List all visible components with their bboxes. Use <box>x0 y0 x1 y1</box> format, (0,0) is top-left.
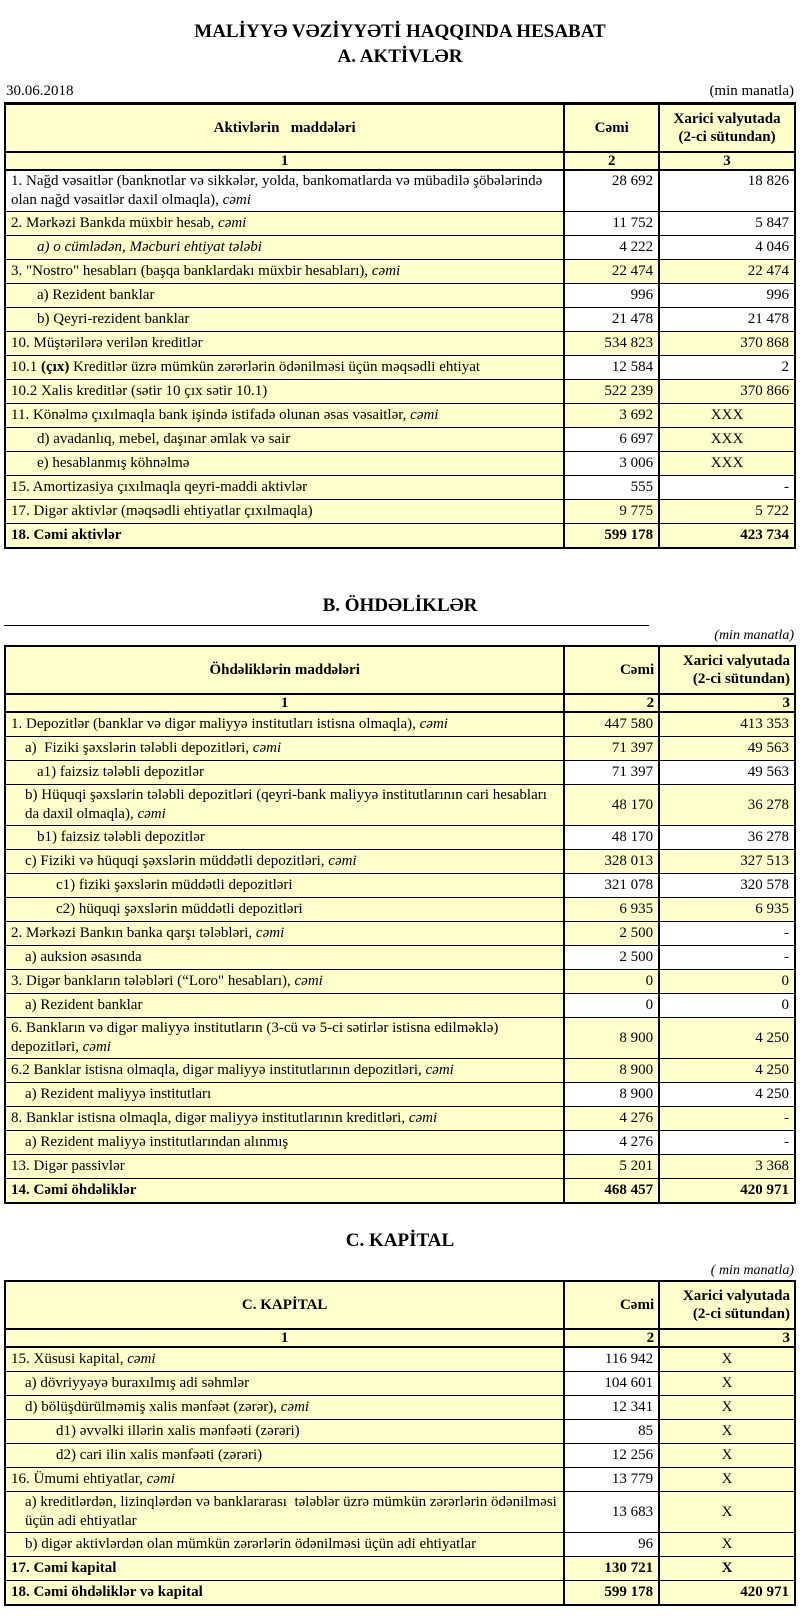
capital-total-header: Cəmi <box>564 1281 659 1329</box>
row-label-text: (çıx) <box>41 359 70 376</box>
row-currency-value: 5 847 <box>659 212 795 236</box>
liabilities-currency-header: Xarici valyutada (2-ci sütundan) <box>659 646 795 694</box>
row-currency-value: 22 474 <box>659 260 795 284</box>
row-label <box>5 170 564 212</box>
row-currency-value: X <box>659 1396 795 1420</box>
col-number-2: 2 <box>564 1329 659 1347</box>
table-row <box>5 850 795 874</box>
row-label <box>5 1155 564 1179</box>
table-row <box>5 260 795 284</box>
row-currency-value: X <box>659 1444 795 1468</box>
row-total-value: 4 276 <box>564 1107 659 1131</box>
assets-items-header: Aktivlərin maddələri <box>5 104 564 152</box>
row-label <box>5 1396 564 1420</box>
row-total-value: 522 239 <box>564 380 659 404</box>
row-total-value: 5 201 <box>564 1155 659 1179</box>
row-label <box>5 1059 564 1083</box>
table-row <box>5 761 795 785</box>
row-label-text: 17. Cəmi kapital <box>11 1560 117 1577</box>
row-label-text: 17. Digər aktivlər (məqsədli ehtiyatlar çıxılmaqla) <box>11 503 313 520</box>
assets-colnum-row <box>5 152 795 170</box>
row-label-text: cəmi <box>218 215 247 232</box>
capital-table <box>4 1280 796 1606</box>
row-label <box>5 308 564 332</box>
row-currency-value: XXX <box>659 428 795 452</box>
row-currency-value: 21 478 <box>659 308 795 332</box>
row-total-value: 3 692 <box>564 404 659 428</box>
table-row <box>5 524 795 549</box>
row-label <box>5 404 564 428</box>
row-currency-value: 320 578 <box>659 874 795 898</box>
table-row <box>5 1492 795 1533</box>
row-label-text: 10.2 Xalis kreditlər (sətir 10 çıx sətir 10.1) <box>11 383 268 400</box>
col-number-1: 1 <box>5 1329 564 1347</box>
liabilities-unit-label: (min manatla) <box>714 628 794 644</box>
row-label-text: cəmi <box>252 740 282 757</box>
row-total-value: 447 580 <box>564 712 659 737</box>
row-label-text: b) digər aktivlərdən olan mümkün zərərlərin ödənilməsi üçün adi ehtiyatlar <box>25 1536 477 1553</box>
capital-unit-row <box>4 1260 796 1280</box>
row-currency-value: 4 046 <box>659 236 795 260</box>
table-row <box>5 404 795 428</box>
table-row <box>5 994 795 1018</box>
row-total-value: 468 457 <box>564 1179 659 1204</box>
row-label <box>5 1492 564 1533</box>
row-label-text: 13. Digər passivlər <box>11 1158 125 1175</box>
row-label <box>5 500 564 524</box>
row-label-text: cəmi <box>371 263 401 280</box>
row-label <box>5 761 564 785</box>
row-label <box>5 1557 564 1581</box>
row-label-text: 10. Müştərilərə verilən kreditlər <box>11 335 203 352</box>
liabilities-unit-row <box>4 625 796 645</box>
row-currency-value: 49 563 <box>659 737 795 761</box>
row-label-text: cəmi <box>408 1110 438 1127</box>
table-row <box>5 284 795 308</box>
row-total-value: 0 <box>564 970 659 994</box>
row-label-text: 3. "Nostro" hesabları (başqa banklardakı müxbir hesabları), <box>11 263 372 280</box>
row-label-text: 8. Banklar istisna olmaqla, digər maliyyə institutlarının kreditləri, <box>11 1110 409 1127</box>
row-total-value: 0 <box>564 994 659 1018</box>
row-total-value: 328 013 <box>564 850 659 874</box>
row-currency-value: XXX <box>659 452 795 476</box>
table-row <box>5 946 795 970</box>
row-total-value: 534 823 <box>564 332 659 356</box>
row-label-text: Kreditlər üzrə mümkün zərərlərin ödənilməsi üçün məqsədli ehtiyat <box>69 359 481 376</box>
table-row <box>5 1533 795 1557</box>
row-currency-value: X <box>659 1492 795 1533</box>
row-label-text: a) Fiziki şəxslərin tələbli depozitləri, <box>25 740 253 757</box>
row-label-text: c2) hüquqi şəxslərin müddətli depozitləri <box>56 901 303 918</box>
row-currency-value: 370 866 <box>659 380 795 404</box>
row-label-text: cəmi <box>146 1471 175 1488</box>
row-currency-value: - <box>659 1131 795 1155</box>
row-total-value: 116 942 <box>564 1347 659 1372</box>
table-row <box>5 452 795 476</box>
row-label-text: b) Qeyri-rezident banklar <box>37 311 190 328</box>
table-row <box>5 1179 795 1204</box>
assets-total-header: Cəmi <box>564 104 659 152</box>
row-currency-value: 413 353 <box>659 712 795 737</box>
row-total-value: 8 900 <box>564 1083 659 1107</box>
row-label-text: cəmi <box>222 192 251 209</box>
row-total-value: 6 935 <box>564 898 659 922</box>
row-label <box>5 236 564 260</box>
page-title-line2: A. AKTİVLƏR <box>337 45 463 67</box>
col-number-3: 3 <box>659 152 795 170</box>
row-label-text: a) kreditlərdən, lizinqlərdən və banklararası tələblər üzrə mümkün zərərlərin ödənilməsi üçün adi ehtiyatlar <box>25 1494 557 1530</box>
row-currency-value: 4 250 <box>659 1059 795 1083</box>
table-row <box>5 1444 795 1468</box>
row-label <box>5 712 564 737</box>
row-label-text: 2. Mərkəzi Bankın banka qarşı tələbləri, <box>11 925 256 942</box>
row-label-text: 1. Depozitlər (banklar və digər maliyyə institutları istisna olmaqla), <box>11 716 420 733</box>
assets-table-body <box>5 170 795 548</box>
row-total-value: 12 256 <box>564 1444 659 1468</box>
row-total-value: 71 397 <box>564 761 659 785</box>
row-label-text: c1) fiziki şəxslərin müddətli depozitləri <box>56 877 293 894</box>
capital-section-title: C. KAPİTAL <box>345 1230 455 1252</box>
table-row <box>5 308 795 332</box>
liabilities-table-body <box>5 712 795 1203</box>
liabilities-total-header: Cəmi <box>564 646 659 694</box>
row-currency-value: 327 513 <box>659 850 795 874</box>
row-currency-value: X <box>659 1347 795 1372</box>
row-currency-value: X <box>659 1533 795 1557</box>
row-label-text: 15. Xüsusi kapital, <box>11 1351 128 1368</box>
row-label-text: a) dövriyyəyə buraxılmış adi səhmlər <box>25 1375 250 1392</box>
row-total-value: 28 692 <box>564 170 659 212</box>
assets-meta-row <box>4 83 796 103</box>
row-label <box>5 922 564 946</box>
page-title-line1: MALİYYƏ VƏZİYYƏTİ HAQQINDA HESABAT <box>194 21 606 42</box>
capital-header-row <box>5 1281 795 1329</box>
row-label-text: 2. Mərkəzi Bankda müxbir hesab, <box>11 215 219 232</box>
row-label-text: e) hesablanmış köhnəlmə <box>37 455 190 472</box>
row-label <box>5 1083 564 1107</box>
row-label <box>5 850 564 874</box>
col-number-3: 3 <box>659 1329 795 1347</box>
row-label <box>5 898 564 922</box>
row-label-text: a) auksion əsasında <box>25 949 142 966</box>
table-row <box>5 898 795 922</box>
row-total-value: 4 222 <box>564 236 659 260</box>
row-total-value: 21 478 <box>564 308 659 332</box>
row-label-text: b1) faizsiz tələbli depozitlər <box>37 829 205 846</box>
table-row <box>5 712 795 737</box>
row-currency-value: X <box>659 1468 795 1492</box>
table-row <box>5 874 795 898</box>
row-label-text: 6.2 Banklar istisna olmaqla, digər maliyyə institutlarının depozitləri, <box>11 1062 426 1079</box>
row-currency-value: 423 734 <box>659 524 795 549</box>
liabilities-table <box>4 645 796 1204</box>
assets-currency-header: Xarici valyutada (2-ci sütundan) <box>659 104 795 152</box>
row-label-text: d2) cari ilin xalis mənfəəti (zərəri) <box>56 1447 263 1464</box>
row-label-text: a) Rezident maliyyə institutlarından alınmış <box>25 1134 289 1151</box>
row-label <box>5 1444 564 1468</box>
col-number-1: 1 <box>5 152 564 170</box>
row-label <box>5 1468 564 1492</box>
row-label-text: cəmi <box>410 407 439 424</box>
table-row <box>5 212 795 236</box>
table-row <box>5 500 795 524</box>
row-label <box>5 946 564 970</box>
row-label <box>5 737 564 761</box>
row-total-value: 48 170 <box>564 785 659 826</box>
row-total-value: 12 584 <box>564 356 659 380</box>
row-currency-value: 18 826 <box>659 170 795 212</box>
capital-table-body <box>5 1347 795 1605</box>
row-currency-value: 5 722 <box>659 500 795 524</box>
row-label-text: cəmi <box>419 716 448 733</box>
col-number-2: 2 <box>564 152 659 170</box>
table-row <box>5 380 795 404</box>
table-row <box>5 1155 795 1179</box>
row-currency-value: XXX <box>659 404 795 428</box>
table-row <box>5 356 795 380</box>
row-label-text: 6. Bankların və digər maliyyə institutların (3-cü və 5-ci sətirlər istisna edilməklə) depozitləri, <box>11 1020 499 1056</box>
row-total-value: 8 900 <box>564 1018 659 1059</box>
row-label <box>5 1018 564 1059</box>
row-total-value: 996 <box>564 284 659 308</box>
liabilities-section-title: B. ÖHDƏLİKLƏR <box>322 595 478 617</box>
liabilities-items-header: Öhdəliklərin maddələri <box>5 646 564 694</box>
row-total-value: 599 178 <box>564 524 659 549</box>
row-total-value: 6 697 <box>564 428 659 452</box>
row-label <box>5 356 564 380</box>
row-label <box>5 212 564 236</box>
row-total-value: 3 006 <box>564 452 659 476</box>
row-currency-value: 36 278 <box>659 785 795 826</box>
table-row <box>5 785 795 826</box>
table-row <box>5 1131 795 1155</box>
row-label <box>5 452 564 476</box>
liabilities-header-row <box>5 646 795 694</box>
col-number-2: 2 <box>564 694 659 712</box>
liabilities-colnum-row <box>5 694 795 712</box>
row-currency-value: 6 935 <box>659 898 795 922</box>
row-label <box>5 524 564 549</box>
row-label-text: 14. Cəmi öhdəliklər <box>11 1182 137 1199</box>
row-label <box>5 970 564 994</box>
row-total-value: 71 397 <box>564 737 659 761</box>
row-currency-value: - <box>659 946 795 970</box>
row-total-value: 2 500 <box>564 922 659 946</box>
row-total-value: 599 178 <box>564 1581 659 1606</box>
row-currency-value: X <box>659 1557 795 1581</box>
table-row <box>5 737 795 761</box>
page-title <box>4 20 796 69</box>
row-label <box>5 1581 564 1606</box>
row-label-text: cəmi <box>328 853 357 870</box>
row-currency-value: - <box>659 476 795 500</box>
row-label-text: a1) faizsiz tələbli depozitlər <box>37 764 204 781</box>
row-label-text: 16. Ümumi ehtiyatlar, <box>11 1471 147 1488</box>
row-label-text: cəmi <box>82 1039 111 1056</box>
table-row <box>5 170 795 212</box>
row-currency-value: 2 <box>659 356 795 380</box>
col-number-3: 3 <box>659 694 795 712</box>
table-row <box>5 476 795 500</box>
row-total-value: 13 779 <box>564 1468 659 1492</box>
table-row <box>5 1372 795 1396</box>
row-label-text: a) Rezident maliyyə institutları <box>25 1086 212 1103</box>
row-currency-value: 4 250 <box>659 1018 795 1059</box>
row-label <box>5 1372 564 1396</box>
assets-table <box>4 103 796 549</box>
row-total-value: 85 <box>564 1420 659 1444</box>
row-currency-value: 0 <box>659 994 795 1018</box>
row-currency-value: 36 278 <box>659 826 795 850</box>
row-currency-value: 420 971 <box>659 1581 795 1606</box>
capital-colnum-row <box>5 1329 795 1347</box>
row-label <box>5 260 564 284</box>
row-total-value: 2 500 <box>564 946 659 970</box>
row-label-text: cəmi <box>425 1062 454 1079</box>
row-label <box>5 284 564 308</box>
row-total-value: 555 <box>564 476 659 500</box>
table-row <box>5 970 795 994</box>
row-label-text: d) bölüşdürülməmiş xalis mənfəət (zərər), <box>25 1399 281 1416</box>
row-label <box>5 1179 564 1204</box>
row-label-text: cəmi <box>137 806 166 823</box>
row-label <box>5 380 564 404</box>
table-row <box>5 1396 795 1420</box>
row-label <box>5 476 564 500</box>
row-currency-value: 996 <box>659 284 795 308</box>
table-row <box>5 1557 795 1581</box>
table-row <box>5 1059 795 1083</box>
capital-items-header: C. KAPİTAL <box>5 1281 564 1329</box>
capital-currency-header: Xarici valyutada (2-ci sütundan) <box>659 1281 795 1329</box>
table-row <box>5 922 795 946</box>
row-currency-value: 49 563 <box>659 761 795 785</box>
row-label-text: 3. Digər bankların tələbləri (“Loro" hesabları), <box>11 973 295 990</box>
row-currency-value: 420 971 <box>659 1179 795 1204</box>
row-currency-value: X <box>659 1372 795 1396</box>
row-total-value: 11 752 <box>564 212 659 236</box>
table-row <box>5 1018 795 1059</box>
row-label-text: a) Rezident banklar <box>37 287 155 304</box>
row-currency-value: 3 368 <box>659 1155 795 1179</box>
capital-unit-label: ( min manatla) <box>710 1263 794 1279</box>
row-label <box>5 1347 564 1372</box>
report-date: 30.06.2018 <box>6 83 74 100</box>
row-label-text: 11. Könəlmə çıxılmaqla bank işində istifadə olunan əsas vəsaitlər, <box>11 407 411 424</box>
row-label-text: 1. Nağd vəsaitlər (banknotlar və sikkələr, yolda, bankomatlarda və mübadilə şöbələrində olan nağd vəsaitlər daxil olmaqla), <box>11 173 543 209</box>
row-label-text: cəmi <box>255 925 285 942</box>
table-row <box>5 236 795 260</box>
row-currency-value: 370 868 <box>659 332 795 356</box>
row-total-value: 4 276 <box>564 1131 659 1155</box>
row-label-text: b) Hüquqi şəxslərin tələbli depozitləri (qeyri-bank maliyyə institutlarının cari hesabları da daxil olmaqla), <box>25 787 547 823</box>
row-label-text: 15. Amortizasiya çıxılmaqla qeyri-maddi aktivlər <box>11 479 308 496</box>
row-label-text: 18. Cəmi aktivlər <box>11 527 122 544</box>
col-number-1: 1 <box>5 694 564 712</box>
row-label <box>5 994 564 1018</box>
row-total-value: 9 775 <box>564 500 659 524</box>
row-label <box>5 874 564 898</box>
assets-unit-label: (min manatla) <box>709 83 794 100</box>
row-label-text: d) avadanlıq, mebel, daşınar əmlak və sair <box>37 431 291 448</box>
row-label-text: a) o cümlədən, Məcburi ehtiyat tələbi <box>37 239 262 256</box>
row-label <box>5 826 564 850</box>
row-total-value: 22 474 <box>564 260 659 284</box>
table-row <box>5 1581 795 1606</box>
row-label <box>5 1420 564 1444</box>
table-row <box>5 1083 795 1107</box>
row-label-text: cəmi <box>127 1351 156 1368</box>
row-total-value: 130 721 <box>564 1557 659 1581</box>
table-row <box>5 1347 795 1372</box>
row-label <box>5 1533 564 1557</box>
row-label-text: d1) əvvəlki illərin xalis mənfəəti (zərəri) <box>56 1423 300 1440</box>
row-total-value: 8 900 <box>564 1059 659 1083</box>
row-currency-value: - <box>659 1107 795 1131</box>
row-label-text: cəmi <box>280 1399 310 1416</box>
row-currency-value: - <box>659 922 795 946</box>
table-row <box>5 428 795 452</box>
row-total-value: 104 601 <box>564 1372 659 1396</box>
table-row <box>5 332 795 356</box>
row-total-value: 96 <box>564 1533 659 1557</box>
row-label <box>5 1107 564 1131</box>
row-currency-value: 4 250 <box>659 1083 795 1107</box>
row-currency-value: X <box>659 1420 795 1444</box>
row-label-text: c) Fiziki və hüquqi şəxslərin müddətli depozitləri, <box>25 853 329 870</box>
assets-header-row <box>5 104 795 152</box>
row-currency-value: 0 <box>659 970 795 994</box>
row-label <box>5 332 564 356</box>
row-total-value: 48 170 <box>564 826 659 850</box>
table-row <box>5 1107 795 1131</box>
row-total-value: 12 341 <box>564 1396 659 1420</box>
table-row <box>5 826 795 850</box>
row-label-text: a) Rezident banklar <box>25 997 143 1014</box>
row-label <box>5 1131 564 1155</box>
row-label <box>5 785 564 826</box>
row-total-value: 13 683 <box>564 1492 659 1533</box>
row-label <box>5 428 564 452</box>
table-row <box>5 1420 795 1444</box>
row-label-text: 10.1 <box>11 359 41 376</box>
table-row <box>5 1468 795 1492</box>
row-label-text: 18. Cəmi öhdəliklər və kapital <box>11 1584 203 1601</box>
row-total-value: 321 078 <box>564 874 659 898</box>
row-label-text: cəmi <box>294 973 323 990</box>
